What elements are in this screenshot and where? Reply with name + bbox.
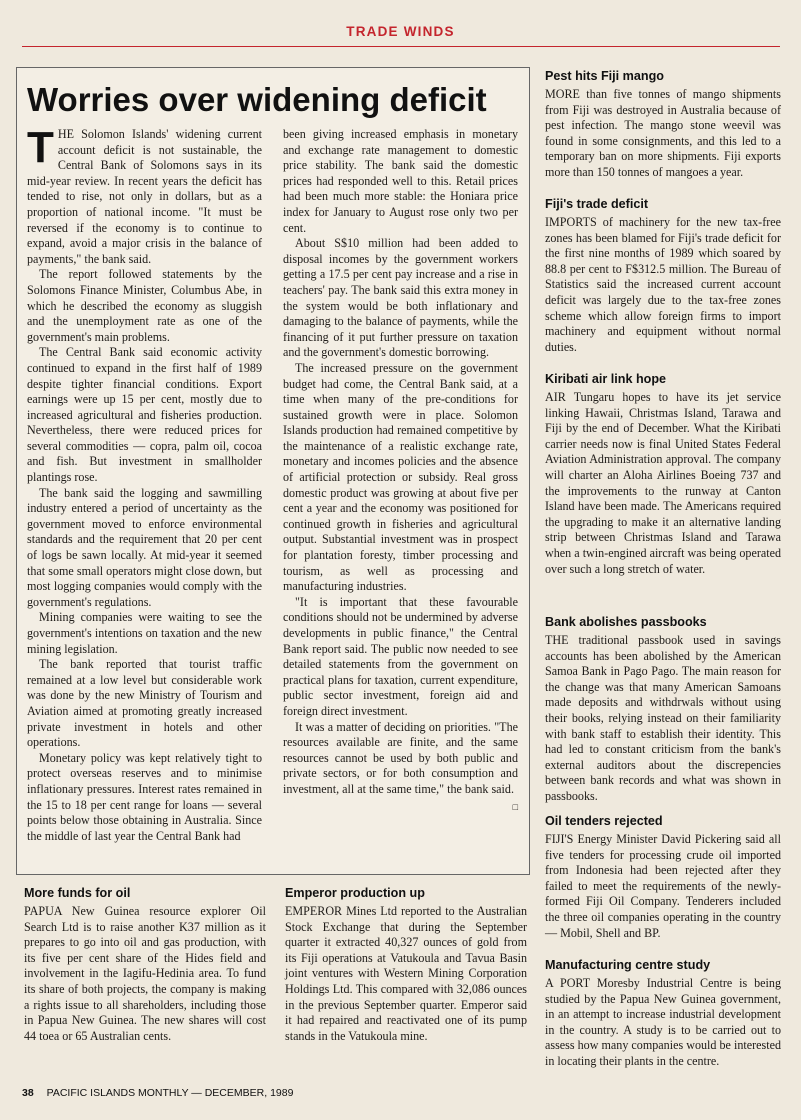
main-article	[16, 67, 530, 875]
brief-heading: Emperor production up	[285, 886, 425, 900]
brief-body: AIR Tungaru hopes to have its jet service linking Hawaii, Christmas Island, Tarawa and Fiji by the end of December. What the Kiribati carrier needs now is final United States Federal Aviation Administration approval. The company will charter an Aloha Airlines Boeing 737 and the improvements to the runway at Canton Island have been made. The Americans required the upgrading to make it an alternative landing strip between Christmas Island and Tarawa when a twin-engined aircraft was being operated over such a long stretch of water.	[545, 390, 781, 576]
article-paragraph: The Central Bank said economic activity continued to expand in the first half of 1989 despite tighter financial conditions. Export earnings were up 15 per cent, mostly due to increased agricultural and fisheries production. Nevertheless, there were reduced prices for several commodities — copra, palm oil, cocoa and fish. But investment in smallholder plantings rose.	[27, 345, 262, 485]
article-paragraph: About S$10 million had been added to disposal incomes by the government workers getting a 17.5 per cent pay increase and a rise in teachers' pay. The bank said this extra money in the system would be both inflationary and damaging to the balance of payments, while the financing of it put further pressure on taxation and the government's domestic borrowing.	[283, 236, 518, 360]
news-brief	[545, 68, 781, 181]
brief-body: PAPUA New Guinea resource explorer Oil Search Ltd is to raise another K37 million as it prepares to go into oil and gas production, with its five per cent share of the Hides field and involvement in the Iagifu-Hedinia area. To fund its share of both projects, the company is making a rights issue to all shareholders, including those in Papua New Guinea. The new shares will cost 44 toea or 65 Australian cents.	[24, 904, 266, 1043]
article-column-right	[283, 127, 518, 815]
article-paragraph: The increased pressure on the government budget had come, the Central Bank said, at a time when many of the pre-conditions for sustained growth were in place. Solomon Islands production had remained competitive by the maintenance of a realistic exchange rate, monetary and incomes policies and the absence of artificial protection or subsidy. Real gross domestic product was growing at about five per cent a year and the economy was positioned for continued growth in fisheries and agricultural output. Substantial investment was in prospect for plantation foresty, timber processing and tourism, as well as processing and manufacturing industries.	[283, 360, 518, 594]
page-footer	[22, 1087, 293, 1099]
article-paragraph: been giving increased emphasis in monetary and exchange rate management to domestic price stability. The bank said the domestic prices had responded well to this. Retail prices had been much more stable: the Honiara price index for January to August rose only two per cent.	[283, 127, 518, 235]
article-paragraph: The bank said the logging and sawmilling industry entered a period of uncertainty as the government moved to enforce environmental standards and the requirement that 20 per cent of logs be sawn locally. At mid-year it seemed that some small operators might close down, but most logging companies would comply with the government's regulations.	[27, 485, 262, 609]
news-brief	[545, 957, 781, 1070]
article-paragraph: THE Solomon Islands' widening current account deficit is not sustainable, the Central Bank of Solomons says in its mid-year review. In recent years the deficit has tended to rise, not only in dollars, but as a proportion of national income. "It must be reversed if the economy is to continue to expand, avoid a major crisis in the balance of payments," the bank said.	[27, 123, 262, 266]
publication-line: PACIFIC ISLANDS MONTHLY — DECEMBER, 1989	[46, 1087, 294, 1099]
news-brief	[545, 614, 781, 805]
brief-heading: Oil tenders rejected	[545, 814, 663, 828]
article-paragraph: It was a matter of deciding on priorities. "The resources available are finite, and the same resources cannot be used by both public and private sectors, or for both consumption and investment, all at the same time," the bank said. □	[283, 720, 518, 798]
article-paragraph: The report followed statements by the Solomons Finance Minister, Columbus Abe, in which he described the economy as sluggish and the unemployment rate as one of the government's main problems.	[27, 267, 262, 344]
section-header: TRADE WINDS	[346, 24, 455, 39]
brief-body: FIJI'S Energy Minister David Pickering said all five tenders for processing crude oil imported from Indonesia had been rejected after they failed to meet the requirements of the newly-formed Fiji Oil Company. Tenderers included the three oil companies operating in the country — Mobil, Shell and BP.	[545, 832, 781, 940]
brief-body: MORE than five tonnes of mango shipments from Fiji was destroyed in Australia because of pest infection. The mango stone weevil was found in some consignments, and this led to a temporary ban on more shipments. Fiji exports more than 150 tonnes of mangoes a year.	[545, 87, 781, 179]
end-mark: □	[512, 801, 518, 812]
news-brief	[545, 813, 781, 941]
article-column-left	[27, 123, 262, 844]
page-number: 38	[22, 1087, 34, 1099]
brief-heading: Bank abolishes passbooks	[545, 615, 707, 629]
news-brief	[285, 885, 527, 1044]
brief-heading: Manufacturing centre study	[545, 958, 711, 972]
brief-body: THE traditional passbook used in savings accounts has been abolished by the American Samoa Bank in Pago Pago. The main reason for the change was that many American Samoans made deposits and withdrwals without using their books, relying instead on their familiarity with bank staff to establish their identity. This had led to constant criticism from the bank's external auditors about the discrepencies between bank records and what was shown in passbooks.	[545, 633, 781, 803]
article-paragraph: Mining companies were waiting to see the government's intentions on taxation and the new mining legislation.	[27, 610, 262, 656]
brief-heading: Pest hits Fiji mango	[545, 69, 664, 83]
brief-body: A PORT Moresby Industrial Centre is being studied by the Papua New Guinea government, in an attempt to increase industrial development in the country. A study is to be carried out to assess how many companies would be interested in locating their plants in the centre.	[545, 976, 781, 1068]
article-paragraph: "It is important that these favourable conditions should not be undermined by adverse developments in public finance," the Central Bank report said. The public now needed to see detailed statements from the government on practical plans for taxation, current expenditure, public sector investment, foreign aid and foreign direct investment.	[283, 594, 518, 718]
article-paragraph: Monetary policy was kept relatively tight to protect overseas reserves and to minimise inflationary pressures. Interest rates remained in the 15 to 18 per cent range for loans — several points below those obtaining in Australia. Since the middle of last year the Central Bank had	[27, 750, 262, 843]
article-paragraph: The bank reported that tourist traffic remained at a low level but considerable work was done by the new Ministry of Tourism and Aviation aimed at promoting greatly increased private investment in hotels and other operations.	[27, 657, 262, 750]
news-brief	[24, 885, 266, 1044]
brief-heading: Kiribati air link hope	[545, 372, 667, 386]
brief-body: IMPORTS of machinery for the new tax-free zones has been blamed for Fiji's trade deficit for the first nine months of 1989 which soared by 88.8 per cent to F$312.5 million. The Bureau of Statistics said the increased current account deficit was largely due to the tax-free zones scheme which allow foreign firms to import machinery and equipment without normal duties.	[545, 215, 781, 354]
news-brief	[545, 371, 781, 577]
brief-heading: More funds for oil	[24, 886, 131, 900]
header-rule	[22, 46, 780, 47]
article-title: Worries over widening deficit	[27, 81, 487, 118]
news-brief	[545, 196, 781, 355]
brief-body: EMPEROR Mines Ltd reported to the Australian Stock Exchange that during the September quarter it extracted 40,327 ounces of gold from its Fiji operations at Vatukoula and Tavua Basin joint ventures with Western Mining Corporation Holdings Ltd. This compared with 32,086 ounces in the previous September quarter. Emperor said it had repaired and reactivated one of its pump stands in the Vatukoula mine.	[285, 904, 527, 1043]
drop-cap: T	[27, 123, 54, 172]
brief-heading: Fiji's trade deficit	[545, 197, 649, 211]
